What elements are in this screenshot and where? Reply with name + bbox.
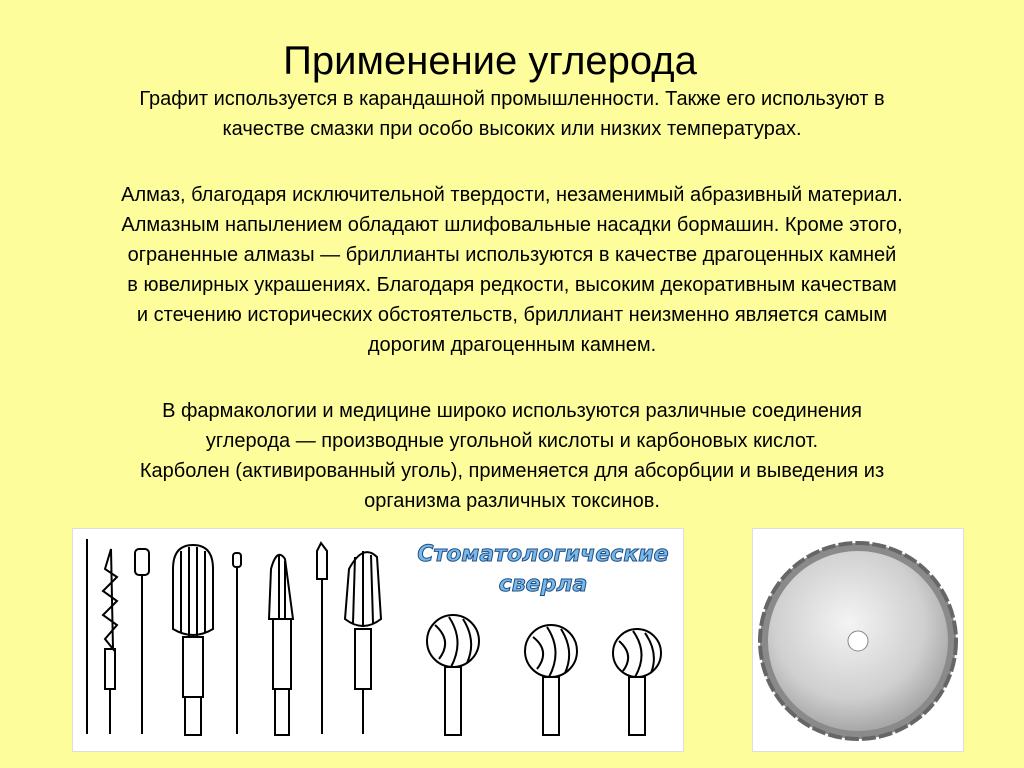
- graphite-paragraph: [20, 84, 1004, 144]
- diamond-paragraph: [20, 180, 1004, 360]
- medicine-paragraph: [20, 396, 1004, 516]
- text-line: Алмазным напылением обладают шлифовальные насадки бормашин. Кроме этого,: [121, 214, 903, 236]
- text-line: Графит используется в карандашной промышленности. Также его используют в: [139, 88, 885, 110]
- drills-caption-line1: Стоматологические: [417, 542, 669, 567]
- drills-caption-line2: сверла: [498, 572, 588, 597]
- text-line: ограненные алмазы — бриллианты используются в качестве драгоценных камней: [127, 244, 897, 266]
- dental-drills-image: [72, 528, 684, 752]
- text-line: в ювелирных украшениях. Благодаря редкости, высоким декоративным качествам: [127, 274, 897, 296]
- diamond-disc-image: [752, 528, 964, 752]
- text-line: Алмаз, благодаря исключительной твердости, незаменимый абразивный материал.: [121, 184, 903, 206]
- text-line: организма различных токсинов.: [364, 490, 660, 512]
- text-line: В фармакологии и медицине широко используются различные соединения: [162, 400, 862, 422]
- text-line: качестве смазки при особо высоких или низких температурах.: [222, 118, 802, 140]
- text-line: и стечению исторических обстоятельств, бриллиант неизменно является самым: [136, 304, 888, 326]
- dental-drills-drawing: [73, 529, 683, 751]
- text-line: дорогим драгоценным камнем.: [367, 334, 657, 356]
- text-line: углерода — производные угольной кислоты и карбоновых кислот.: [205, 430, 819, 452]
- text-line: Карболен (активированный уголь), применяется для абсорбции и выведения из: [139, 460, 885, 482]
- diamond-disc-drawing: [753, 529, 963, 751]
- page-title: Применение углерода: [283, 38, 697, 83]
